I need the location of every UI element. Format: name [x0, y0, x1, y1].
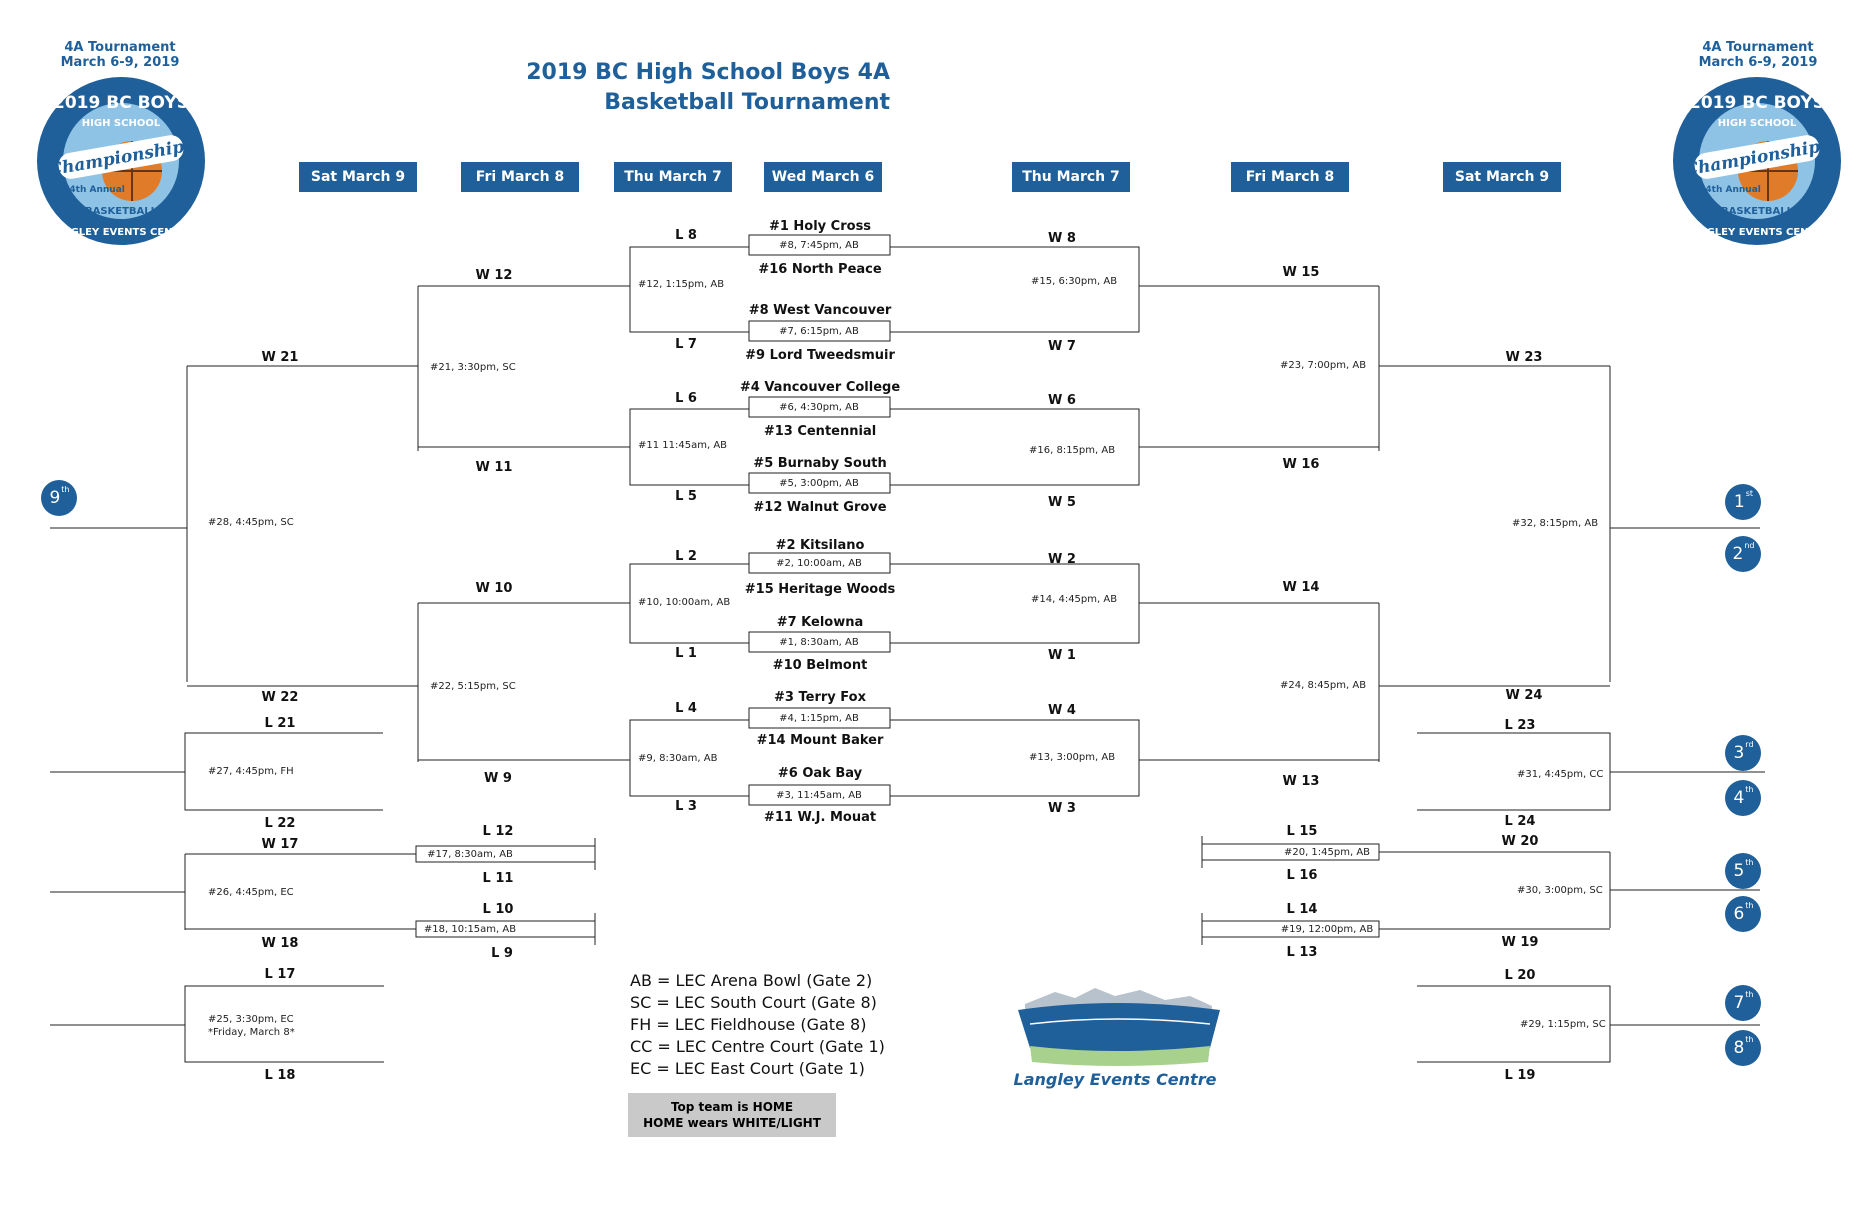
game-info: #30, 3:00pm, SC	[1517, 885, 1603, 896]
place-badge-6th: 6th	[1725, 896, 1761, 932]
result-label: L 1	[675, 646, 697, 661]
game-info: #17, 8:30am, AB	[427, 849, 513, 860]
logo-caption-right: 4A Tournament March 6-9, 2019	[1698, 40, 1818, 70]
team-name: #16 North Peace	[758, 262, 882, 277]
team-name: #10 Belmont	[772, 658, 868, 673]
team-name: #5 Burnaby South	[753, 456, 887, 471]
venue-item: EC = LEC East Court (Gate 1)	[630, 1059, 865, 1078]
result-label: L 17	[264, 967, 296, 982]
result-label: W 12	[475, 268, 513, 283]
svg-text:Championships: Championships	[1683, 135, 1832, 181]
page-title: 2019 BC High School Boys 4A Basketball Tournament	[526, 60, 890, 115]
svg-text:2019 BC BOYS: 2019 BC BOYS	[53, 93, 189, 113]
result-label: W 8	[1048, 231, 1076, 246]
result-label: L 21	[264, 716, 296, 731]
lec-building-icon	[1018, 988, 1220, 1066]
game-info: #21, 3:30pm, SC	[430, 362, 516, 373]
svg-text:74th Annual: 74th Annual	[1699, 185, 1761, 195]
result-label: L 15	[1286, 824, 1318, 839]
result-label: W 18	[261, 936, 299, 951]
game-info: #10, 10:00am, AB	[638, 597, 731, 608]
result-label: W 20	[1501, 834, 1539, 849]
game-info: #25, 3:30pm, EC	[208, 1014, 294, 1025]
team-name: #11 W.J. Mouat	[763, 810, 877, 825]
game-info: #22, 5:15pm, SC	[430, 681, 516, 692]
header-sat-right: Sat March 9	[1443, 162, 1561, 192]
game-info: #11 11:45am, AB	[638, 440, 728, 451]
game-info: #12, 1:15pm, AB	[638, 279, 725, 290]
game-info: #20, 1:45pm, AB	[1283, 847, 1371, 858]
venue-legend	[630, 970, 885, 1080]
svg-text:BASKETBALL: BASKETBALL	[1720, 206, 1794, 217]
home-team-note: Top team is HOME HOME wears WHITE/LIGHT	[628, 1093, 836, 1137]
game-info: #15, 6:30pm, AB	[1031, 276, 1118, 287]
championship-logo-right	[1670, 74, 1844, 248]
game-info: #3, 11:45am, AB	[776, 790, 862, 801]
championship-logo-left	[34, 74, 208, 248]
team-name: #12 Walnut Grove	[753, 500, 887, 515]
header-fri-right: Fri March 8	[1231, 162, 1349, 192]
team-name: #7 Kelowna	[776, 615, 864, 630]
venue-item: SC = LEC South Court (Gate 8)	[630, 993, 877, 1012]
svg-text:LANGLEY EVENTS CENTRE: LANGLEY EVENTS CENTRE	[48, 227, 194, 238]
game-info: #32, 8:15pm, AB	[1512, 518, 1599, 529]
result-label: L 19	[1504, 1068, 1536, 1083]
result-label: L 5	[675, 489, 697, 504]
result-label: W 13	[1282, 774, 1320, 789]
game-info: #2, 10:00am, AB	[776, 558, 862, 569]
result-label: W 16	[1282, 457, 1320, 472]
game-info: #28, 4:45pm, SC	[208, 517, 294, 528]
game-info: #26, 4:45pm, EC	[208, 887, 294, 898]
game-info: #8, 7:45pm, AB	[779, 240, 859, 251]
game-info: #4, 1:15pm, AB	[779, 713, 859, 724]
team-name: #6 Oak Bay	[777, 766, 863, 781]
place-badge-7th: 7th	[1725, 985, 1761, 1021]
result-label: W 17	[261, 837, 299, 852]
place-badge-2nd: 2nd	[1725, 536, 1761, 572]
result-label: W 14	[1282, 580, 1320, 595]
place-badge-8th: 8th	[1725, 1030, 1761, 1066]
result-label: W 23	[1505, 350, 1543, 365]
result-label: W 6	[1048, 393, 1076, 408]
svg-text:HIGH SCHOOL: HIGH SCHOOL	[81, 118, 161, 129]
result-label: L 7	[675, 337, 697, 352]
game-info: #7, 6:15pm, AB	[779, 326, 859, 337]
result-label: L 23	[1504, 718, 1536, 733]
result-label: L 18	[264, 1068, 296, 1083]
venue-item: AB = LEC Arena Bowl (Gate 2)	[630, 971, 873, 990]
result-label: W 10	[475, 581, 513, 596]
result-label: L 20	[1504, 968, 1536, 983]
header-sat-left: Sat March 9	[299, 162, 417, 192]
game-info: #31, 4:45pm, CC	[1517, 769, 1604, 780]
result-label: W 3	[1048, 801, 1076, 816]
game-info: #29, 1:15pm, SC	[1520, 1019, 1606, 1030]
game-info: #14, 4:45pm, AB	[1031, 594, 1118, 605]
result-label: W 15	[1282, 265, 1320, 280]
game-info: #18, 10:15am, AB	[423, 924, 517, 935]
result-label: L 4	[675, 701, 697, 716]
result-label: L 12	[482, 824, 514, 839]
team-name: #14 Mount Baker	[756, 733, 884, 748]
place-badge-9th: 9th	[41, 480, 77, 516]
place-badge-5th: 5th	[1725, 853, 1761, 889]
result-label: W 9	[484, 771, 512, 786]
game-info: #23, 7:00pm, AB	[1280, 360, 1367, 371]
team-name: #3 Terry Fox	[774, 690, 866, 705]
svg-text:LANGLEY EVENTS CENTRE: LANGLEY EVENTS CENTRE	[1684, 227, 1830, 238]
result-label: L 3	[675, 799, 697, 814]
result-label: L 13	[1286, 945, 1318, 960]
result-label: W 4	[1048, 703, 1076, 718]
result-label: L 8	[675, 228, 697, 243]
lec-caption: Langley Events Centre	[1013, 1070, 1217, 1089]
team-name: #1 Holy Cross	[768, 219, 872, 234]
result-label: W 5	[1048, 495, 1076, 510]
game-info: #27, 4:45pm, FH	[208, 766, 294, 777]
result-label: L 6	[675, 391, 697, 406]
svg-text:HIGH SCHOOL: HIGH SCHOOL	[1717, 118, 1797, 129]
place-badge-1st: 1st	[1725, 484, 1761, 520]
result-label: L 11	[482, 871, 514, 886]
game-info: #13, 3:00pm, AB	[1029, 752, 1116, 763]
header-fri-left: Fri March 8	[461, 162, 579, 192]
svg-text:Championships: Championships	[47, 135, 196, 181]
result-label: L 22	[264, 816, 296, 831]
result-label: L 24	[1504, 814, 1536, 829]
result-label: L 16	[1286, 868, 1318, 883]
result-label: W 2	[1048, 552, 1076, 567]
logo-caption-left: 4A Tournament March 6-9, 2019	[60, 40, 180, 70]
game-info: #24, 8:45pm, AB	[1280, 680, 1367, 691]
venue-item: FH = LEC Fieldhouse (Gate 8)	[630, 1015, 867, 1034]
venue-item: CC = LEC Centre Court (Gate 1)	[630, 1037, 885, 1056]
game-info: #5, 3:00pm, AB	[779, 478, 859, 489]
svg-text:74th Annual: 74th Annual	[63, 185, 125, 195]
result-label: W 11	[475, 460, 513, 475]
result-label: W 7	[1048, 339, 1076, 354]
game-info: #9, 8:30am, AB	[638, 753, 718, 764]
result-label: L 2	[675, 549, 697, 564]
result-label: W 22	[261, 690, 299, 705]
team-name: #15 Heritage Woods	[744, 582, 896, 597]
header-thu-right: Thu March 7	[1012, 162, 1130, 192]
result-label: W 24	[1505, 688, 1543, 703]
result-label: W 1	[1048, 648, 1076, 663]
team-name: #13 Centennial	[763, 424, 877, 439]
result-label: W 19	[1501, 935, 1539, 950]
result-label: L 10	[482, 902, 514, 917]
team-name: #8 West Vancouver	[748, 303, 892, 318]
team-name: #2 Kitsilano	[775, 538, 865, 553]
svg-text:2019 BC BOYS: 2019 BC BOYS	[1689, 93, 1825, 113]
game-info: #19, 12:00pm, AB	[1280, 924, 1374, 935]
svg-text:BASKETBALL: BASKETBALL	[84, 206, 158, 217]
result-label: W 21	[261, 350, 299, 365]
game-info: #16, 8:15pm, AB	[1029, 445, 1116, 456]
place-badge-4th: 4th	[1725, 780, 1761, 816]
team-name: #4 Vancouver College	[739, 380, 901, 395]
game-info: #1, 8:30am, AB	[779, 637, 859, 648]
header-thu-left: Thu March 7	[614, 162, 732, 192]
header-wed: Wed March 6	[764, 162, 882, 192]
game-info: #6, 4:30pm, AB	[779, 402, 859, 413]
result-label: L 14	[1286, 902, 1318, 917]
place-badge-3rd: 3rd	[1725, 735, 1761, 771]
team-name: #9 Lord Tweedsmuir	[745, 348, 895, 363]
game-info: *Friday, March 8*	[208, 1027, 295, 1038]
result-label: L 9	[491, 946, 513, 961]
